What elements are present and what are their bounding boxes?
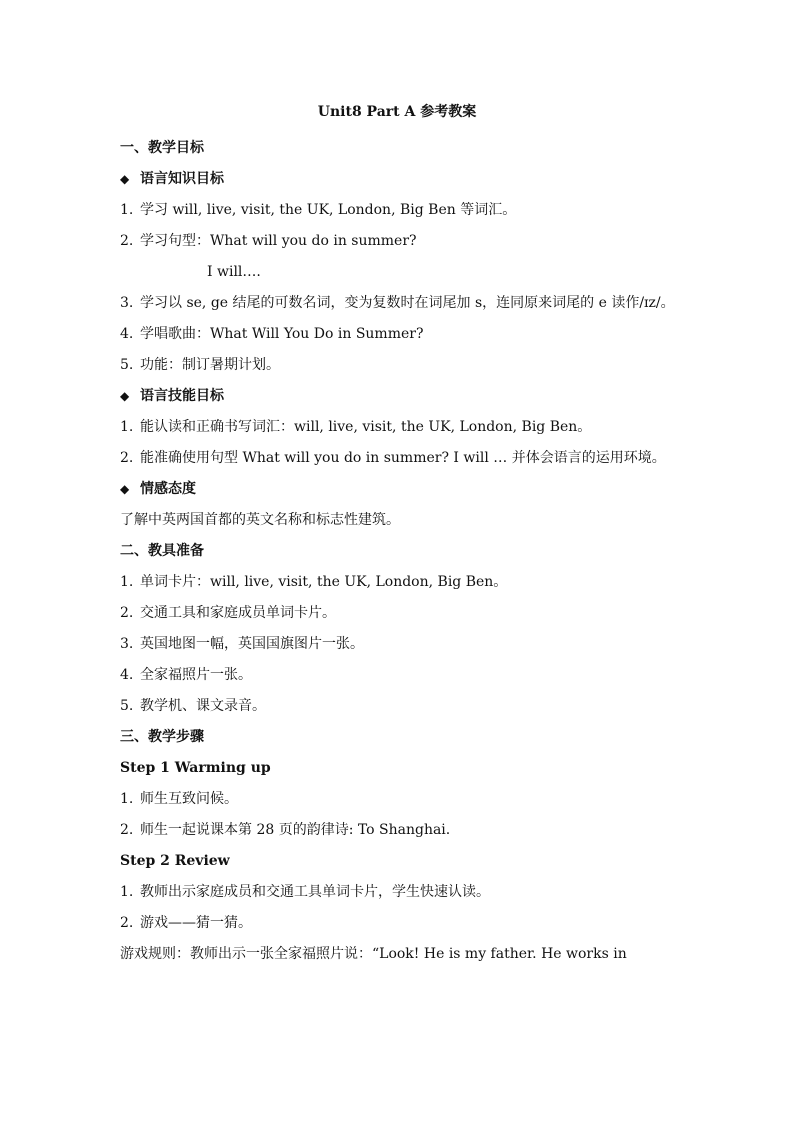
list-number: 5. (120, 357, 134, 373)
list-item (120, 443, 680, 474)
list-text: I will…. (207, 264, 261, 280)
list-text: 全家福照片一张。 (140, 667, 252, 683)
list-item (120, 784, 680, 815)
list-text: 英国地图一幅，英国国旗图片一张。 (140, 636, 364, 652)
list-number: 1. (120, 202, 134, 218)
list-text: 师生互致问候。 (140, 791, 238, 807)
list-number: 4. (120, 326, 134, 342)
page-title: Unit8 Part A 参考教案 (317, 104, 477, 120)
diamond-bullet-icon: ◆ (120, 172, 130, 186)
attitude-text: 了解中英两国首都的英文名称和标志性建筑。 (120, 512, 400, 528)
list-item (120, 629, 680, 660)
list-item (120, 350, 680, 381)
list-text: 学唱歌曲：What Will You Do in Summer? (140, 326, 424, 342)
list-number: 5. (120, 698, 134, 714)
diamond-bullet-icon: ◆ (120, 389, 130, 403)
list-text: 交通工具和家庭成员单词卡片。 (140, 605, 336, 621)
subheading-knowledge-label: 语言知识目标 (140, 171, 224, 187)
list-item (120, 226, 680, 257)
list-number: 2. (120, 605, 134, 621)
list-number: 3. (120, 636, 134, 652)
document-body (120, 133, 680, 970)
list-text: 能认读和正确书写词汇：will, live, visit, the UK, London, Big Ben。 (140, 419, 592, 435)
list-number: 2. (120, 450, 134, 466)
list-number: 1. (120, 884, 134, 900)
list-number: 1. (120, 419, 134, 435)
list-item (120, 598, 680, 629)
list-text: 单词卡片：will, live, visit, the UK, London, Big Ben。 (140, 574, 508, 590)
list-number: 4. (120, 667, 134, 683)
list-number: 1. (120, 574, 134, 590)
list-text: 学习句型：What will you do in summer? (140, 233, 417, 249)
subheading-knowledge (120, 164, 680, 195)
list-item (120, 691, 680, 722)
list-item (120, 412, 680, 443)
list-number: 3. (120, 295, 134, 311)
game-rule-text: 游戏规则：教师出示一张全家福照片说：“Look! He is my father. He works in (120, 946, 627, 962)
subheading-attitude-label: 情感态度 (140, 481, 196, 497)
diamond-bullet-icon: ◆ (120, 482, 130, 496)
list-item-continuation (120, 257, 680, 288)
section-heading-steps: 三、教学步骤 (120, 729, 204, 745)
list-item (120, 319, 680, 350)
list-item (120, 815, 680, 846)
step1-heading: Step 1 Warming up (120, 760, 271, 776)
list-item (120, 660, 680, 691)
list-text: 能准确使用句型 What will you do in summer? I will … 并体会语言的运用环境。 (140, 450, 666, 466)
list-item (120, 908, 680, 939)
list-item (120, 877, 680, 908)
list-number: 1. (120, 791, 134, 807)
subheading-attitude (120, 474, 680, 505)
subheading-skills (120, 381, 680, 412)
list-text: 师生一起说课本第 28 页的韵律诗: To Shanghai. (140, 822, 451, 838)
list-number: 2. (120, 822, 134, 838)
section-heading-goals: 一、教学目标 (120, 140, 204, 156)
list-number: 2. (120, 915, 134, 931)
list-text: 教师出示家庭成员和交通工具单词卡片，学生快速认读。 (140, 884, 490, 900)
list-item (120, 567, 680, 598)
list-text: 教学机、课文录音。 (140, 698, 266, 714)
step2-heading: Step 2 Review (120, 853, 230, 869)
list-text: 游戏——猜一猜。 (140, 915, 252, 931)
list-item (120, 288, 680, 319)
list-number: 2. (120, 233, 134, 249)
list-item (120, 195, 680, 226)
list-text: 学习 will, live, visit, the UK, London, Big Ben 等词汇。 (140, 202, 517, 218)
list-text: 功能：制订暑期计划。 (140, 357, 280, 373)
section-heading-prep: 二、教具准备 (120, 543, 204, 559)
list-text: 学习以 se, ge 结尾的可数名词，变为复数时在词尾加 s，连同原来词尾的 e 读作/ɪz/。 (140, 295, 675, 311)
subheading-skills-label: 语言技能目标 (140, 388, 224, 404)
